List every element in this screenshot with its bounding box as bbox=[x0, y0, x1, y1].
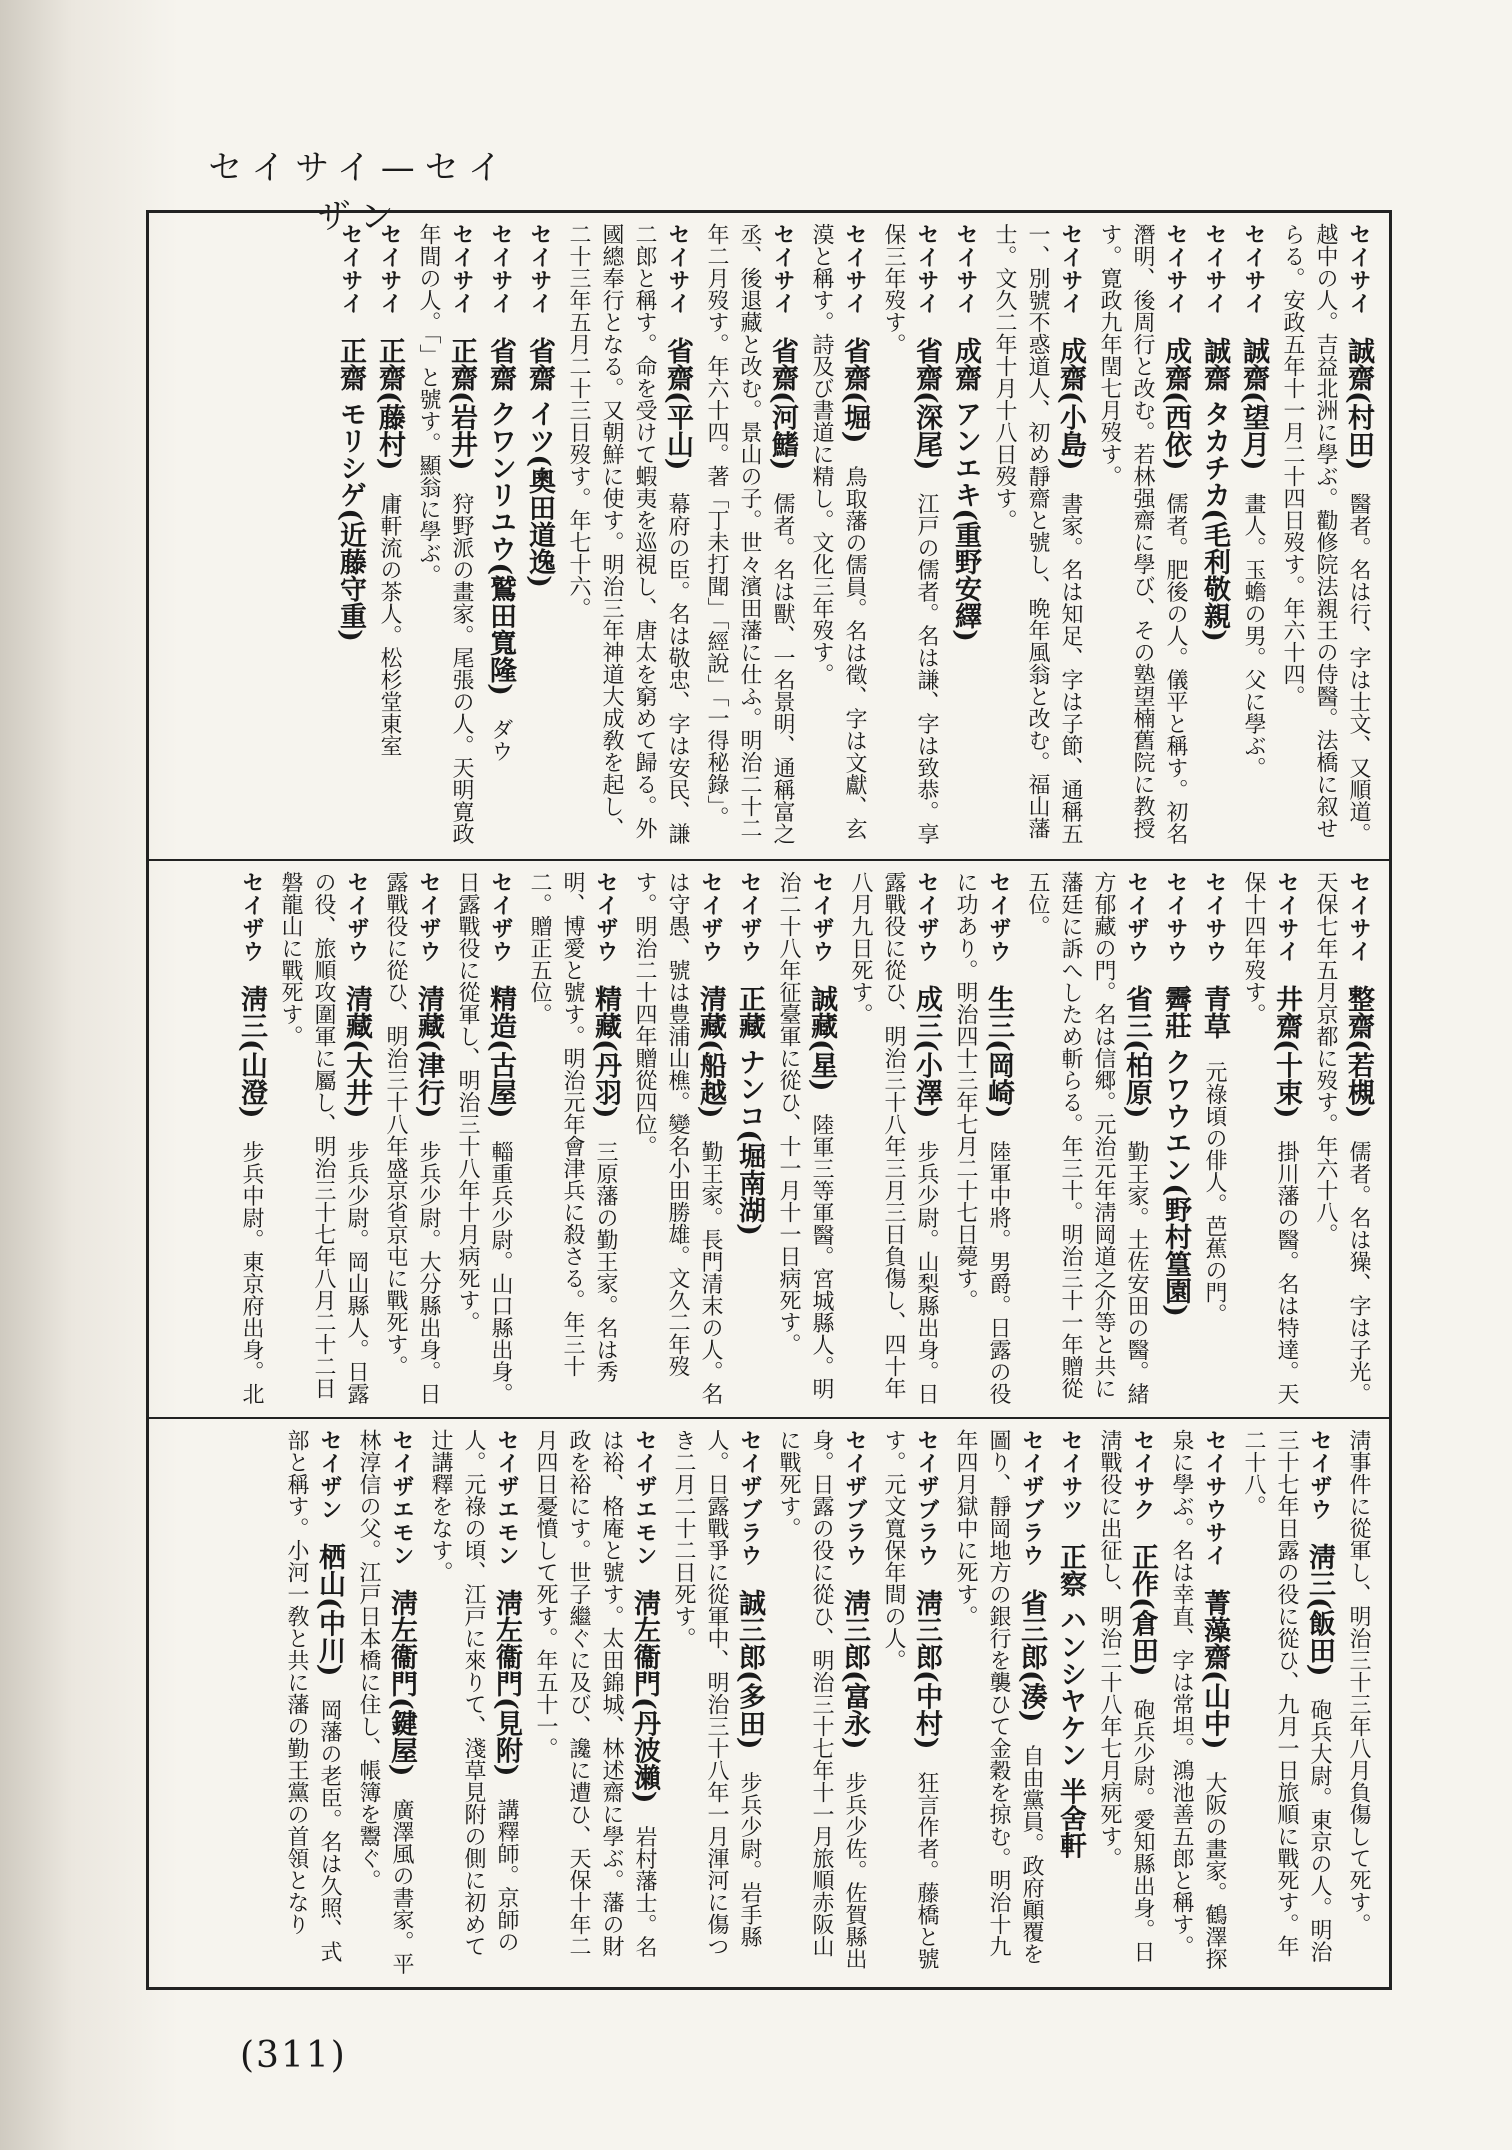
entry-body: 砲兵大尉。東京の人。明治三十七年日露の役に從ひ、九月一日旅順に戰死す。年二十八。 bbox=[1241, 1429, 1332, 1963]
dictionary-entry bbox=[805, 223, 871, 849]
entry-title: 省三郎(湊) bbox=[1016, 1589, 1047, 1723]
entry-title: 整齋(若槻) bbox=[1343, 985, 1374, 1119]
dictionary-entry bbox=[562, 223, 694, 849]
text-frame bbox=[146, 210, 1392, 1990]
dictionary-entry bbox=[523, 871, 622, 1407]
entry-title: 井齋(十束) bbox=[1271, 985, 1302, 1119]
dictionary-entry bbox=[484, 223, 517, 849]
entry-body: 鳥取藩の儒員。名は徵、字は文獻、玄漠と稱す。詩及び書道に精し。文化三年歿す。 bbox=[809, 223, 867, 840]
entry-reading: セイザウ bbox=[737, 871, 762, 963]
entry-reading: セイサイ bbox=[449, 223, 474, 315]
entry-reading: セイザウ bbox=[239, 871, 264, 963]
entry-title: 正藏 ナンコ(堀南湖) bbox=[734, 985, 765, 1236]
dictionary-entry bbox=[412, 223, 478, 849]
dictionary-entry bbox=[334, 223, 367, 849]
dictionary-entry bbox=[523, 223, 556, 849]
entry-reading: セイザウ bbox=[1307, 1429, 1332, 1521]
entry-reading: セイサウ bbox=[1202, 871, 1227, 963]
entry-title: 精藏(丹羽) bbox=[590, 985, 621, 1119]
entry-reading: セイザブラウ bbox=[1019, 1429, 1044, 1567]
entry-title: 菁藻齋(山中) bbox=[1199, 1589, 1230, 1750]
entry-reading: セイザウ bbox=[488, 871, 513, 963]
dictionary-entry bbox=[628, 871, 727, 1407]
entry-reading: セイザウ bbox=[698, 871, 723, 963]
entry-body: 步兵少佐。佐賀縣出身。日露の役に從ひ、明治三十七年十一月旅順赤阪山に戰死す。 bbox=[776, 1429, 867, 1970]
entry-reading: セイサイ bbox=[1346, 871, 1371, 963]
dictionary-entry bbox=[1093, 1429, 1159, 1977]
entry-body: 陸軍中將。男爵。日露の役に功あり。明治四十三年七月二十七日薨す。 bbox=[953, 871, 1011, 1405]
entry-body: ダウ bbox=[488, 717, 513, 762]
entry-body: 元祿頃の俳人。芭蕉の門。 bbox=[1202, 1061, 1227, 1325]
entry-title: 青草 bbox=[1199, 985, 1230, 1039]
entry-reading: セイサウ bbox=[1163, 871, 1188, 963]
entry-title: 誠齋(村田) bbox=[1343, 337, 1374, 471]
entry-reading: セイサイ bbox=[1241, 223, 1266, 315]
entry-title: 成齋(小島) bbox=[1055, 337, 1086, 471]
dictionary-entry bbox=[424, 1429, 523, 1977]
entry-reading: セイサイ bbox=[488, 223, 513, 315]
entry-body: 步兵中尉。東京府出身。北 bbox=[239, 1140, 264, 1405]
entry-title: 省齋(堀) bbox=[839, 337, 870, 444]
entry-reading: セイザウ bbox=[344, 871, 369, 963]
entry-body: 陸軍三等軍醫。宮城縣人。明治二十八年征臺軍に從ひ、十一月十一日病死す。 bbox=[776, 871, 834, 1400]
entry-body: 步兵少尉。岩手縣人。日露戰爭に從軍中、明治三十八年一月渾河に傷つき二月二十二日死す。 bbox=[671, 1429, 762, 1957]
entry-reading: セイザエモン bbox=[494, 1429, 519, 1567]
entry-title: 省三(柏原) bbox=[1121, 985, 1152, 1119]
entry-reading: セイサイ bbox=[770, 223, 795, 315]
entry-body: 砲兵少尉。愛知縣出身。日淸戰役に出征し、明治二十八年七月病死す。 bbox=[1097, 1429, 1155, 1963]
dictionary-entry bbox=[1237, 871, 1303, 1407]
dictionary-entry bbox=[379, 871, 445, 1407]
entry-title: 生三(岡崎) bbox=[983, 985, 1014, 1119]
entry-body: 步兵少尉。大分縣出身。日露戰役に從ひ、明治三十八年盛京省京屯に戰死す。 bbox=[383, 871, 441, 1405]
dictionary-entry bbox=[280, 1429, 346, 1977]
entry-reading: セイザウ bbox=[416, 871, 441, 963]
entry-reading: セイザウ bbox=[1124, 871, 1149, 963]
entry-body: 輜重兵少尉。山口縣出身。日露戰役に從軍し、明治三十八年十月病死す。 bbox=[455, 871, 513, 1405]
entry-title: 淸三郎(中村) bbox=[911, 1589, 942, 1750]
entry-reading: セイサイ bbox=[1346, 223, 1371, 315]
entry-reading: セイサウサイ bbox=[1202, 1429, 1227, 1567]
entry-title: 誠藏(星) bbox=[806, 985, 837, 1092]
entry-body: 幕府の臣。名は敬忠、字は安民、謙二郎と稱す。命を受けて蝦夷を巡視し、唐太を窮めて歸る。外國總奉行となる。又朝鮮に使す。明治三年神道大成敎を起し、二十三年五月二十三日歿す。年七十六。 bbox=[566, 223, 690, 845]
entry-title: 正作(倉田) bbox=[1127, 1543, 1158, 1677]
entry-body: 廣澤風の書家。平林淳信の父。江戸日本橋に住し、帳簿を鬻ぐ。 bbox=[356, 1429, 414, 1975]
entry-reading: セイサイ bbox=[1202, 223, 1227, 315]
entry-reading: セイザン bbox=[317, 1429, 342, 1521]
entry-body: 三原藩の勤王家。名は秀明、博愛と號す。明治元年會津兵に殺さる。年三十二。贈正五位。 bbox=[527, 871, 618, 1383]
entry-body: 勤王家。長門清末の人。名は守愚、號は豊浦山樵。變名小田勝雄。文久二年歿す。明治二十四年贈從四位。 bbox=[632, 871, 723, 1405]
entry-body: 醫者。名は行、字は士文、又順道。越中の人。吉益北洲に學ぶ。勸修院法親王の侍醫。法橋に叙せらる。安政五年十一月二十四日歿す。年六十四。 bbox=[1280, 223, 1371, 845]
dictionary-entry bbox=[949, 1429, 1048, 1977]
entry-body: 講釋師。京師の人。元祿の頃、江戸に來りて、淺草見附の側に初めて辻講釋をなす。 bbox=[428, 1429, 519, 1957]
entry-title: 淸三(飯田) bbox=[1304, 1543, 1335, 1677]
entry-reading: セイサイ bbox=[665, 223, 690, 315]
running-header: セイサイ—セイザン bbox=[208, 148, 512, 237]
entry-title: 省齋(深尾) bbox=[911, 337, 942, 471]
entry-reading: セイサイ bbox=[338, 223, 363, 315]
entry-reading: セイザエモン bbox=[389, 1429, 414, 1567]
entry-body: 儒者。肥後の人。儀平と稱す。初名潛明、後周行と改む。若林强齋に學び、その塾望楠舊院に教授す。寛政九年閏七月歿す。 bbox=[1097, 223, 1188, 845]
entry-body: 掛川藩の醫。名は特達。天保十四年歿す。 bbox=[1241, 871, 1299, 1405]
dictionary-entry bbox=[1276, 223, 1375, 849]
entry-title: 霽莊 クワウエン(野村篁園) bbox=[1160, 985, 1191, 1317]
entry-reading: セイザエモン bbox=[632, 1429, 657, 1567]
entry-title: 成三(小澤) bbox=[911, 985, 942, 1119]
entry-title: 誠齋(望月) bbox=[1238, 337, 1269, 471]
dictionary-entry bbox=[1342, 1429, 1375, 1977]
dictionary-entry bbox=[1309, 871, 1375, 1407]
entry-body: 淸事件に從軍し、明治三十三年八月負傷して死す。 bbox=[1346, 1429, 1371, 1935]
entry-reading: セイザブラウ bbox=[842, 1429, 867, 1567]
dictionary-entry bbox=[1093, 223, 1192, 849]
tier-1 bbox=[149, 213, 1389, 861]
entry-reading: セイザブラウ bbox=[737, 1429, 762, 1567]
entry-body: 書家。名は知足、字は子節、通稱五一、別號不惑道人、初め靜齋と號し、晩年風翁と改む。福山藩士。文久二年十月十八日歿す。 bbox=[992, 223, 1083, 845]
entry-title: 淸左衞門(見附) bbox=[491, 1589, 522, 1777]
dictionary-entry bbox=[733, 871, 766, 1407]
dictionary-entry bbox=[529, 1429, 661, 1977]
entry-title: 正齋(岩井) bbox=[446, 337, 477, 471]
entry-title: 精造(古屋) bbox=[485, 985, 516, 1119]
dictionary-entry bbox=[772, 871, 838, 1407]
tier-2 bbox=[149, 861, 1389, 1419]
page-number: (311) bbox=[240, 2035, 347, 2076]
dictionary-entry bbox=[274, 871, 373, 1407]
entry-title: 成齋 アンエキ(重野安繹) bbox=[950, 337, 981, 642]
entry-title: 清藏(津行) bbox=[413, 985, 444, 1119]
entry-body: 庸軒流の茶人。松杉堂東室 bbox=[377, 492, 402, 757]
dictionary-entry bbox=[373, 223, 406, 849]
entry-reading: セイサイ bbox=[953, 223, 978, 315]
entry-reading: セイザウ bbox=[986, 871, 1011, 963]
entry-body: 儒者。名は𤢖、字は子光。天保七年五月京都に歿す。年六十八。 bbox=[1313, 871, 1371, 1405]
dictionary-entry bbox=[235, 871, 268, 1407]
dictionary-entry bbox=[988, 223, 1087, 849]
dictionary-entry bbox=[667, 1429, 766, 1977]
dictionary-entry bbox=[700, 223, 799, 849]
entry-title: 省齋(平山) bbox=[662, 337, 693, 471]
entry-title: 淸三郎(富永) bbox=[839, 1589, 870, 1750]
entry-reading: セイザウ bbox=[593, 871, 618, 963]
dictionary-entry bbox=[772, 1429, 871, 1977]
entry-title: 清藏(船越) bbox=[695, 985, 726, 1119]
entry-reading: セイサツ bbox=[1058, 1429, 1083, 1521]
entry-body: 儒者。名は獸、一名景明、通稱富之丞、後退藏と改む。景山の子。世々濱田藩に仕ふ。明治二十二年二月歿す。年六十四。著「丁未打聞」「經說」「一得秘錄」。 bbox=[704, 223, 795, 845]
entry-reading: セイサイ bbox=[1274, 871, 1299, 963]
entry-body: 自由黨員。政府顚覆を圖り、靜岡地方の銀行を襲ひて金穀を掠む。明治十九年四月獄中に死す。 bbox=[953, 1429, 1044, 1965]
entry-title: 淸左衞門(丹波瀨) bbox=[629, 1589, 660, 1804]
entry-reading: セイザウ bbox=[809, 871, 834, 963]
entry-reading: セイサイ bbox=[527, 223, 552, 315]
dictionary-entry bbox=[451, 871, 517, 1407]
entry-body: 狩野派の畫家。尾張の人。天明寛政年間の人。「」と號す。顯翁に學ぶ。 bbox=[416, 223, 474, 845]
entry-body: 狂言作者。藤橋と號す。元文寬保年間の人。 bbox=[881, 1429, 939, 1970]
entry-reading: セイサイ bbox=[914, 223, 939, 315]
entry-title: 誠三郎(多田) bbox=[734, 1589, 765, 1750]
dictionary-entry bbox=[1237, 1429, 1336, 1977]
entry-reading: セイサイ bbox=[1163, 223, 1188, 315]
dictionary-entry bbox=[1021, 871, 1153, 1407]
tier-3 bbox=[149, 1419, 1389, 1987]
entry-title: 誠齋 タカチカ(毛利敬親) bbox=[1199, 337, 1230, 642]
dictionary-entry bbox=[1054, 1429, 1087, 1977]
entry-title: 清藏(大井) bbox=[341, 985, 372, 1119]
entry-body: 步兵少尉。岡山縣人。日露の役、旅順攻圍軍に屬し、明治三十七年八月二十二日磐龍山に戰死す。 bbox=[278, 871, 369, 1405]
entry-title: 淸三(山澄) bbox=[236, 985, 267, 1119]
entry-body: 岡藩の老臣。名は久照、式部と稱す。小河一敎と共に藩の勤王黨の首領となり bbox=[284, 1429, 342, 1963]
entry-body: 岩村藩士。名は裕、格庵と號す。太田錦城、林述齋に學ぶ。藩の財政を裕にす。世子繼ぐに及び、讒に遭ひ、天保十年二月四日憂憤して死す。年五十一。 bbox=[533, 1429, 657, 1958]
dictionary-entry bbox=[844, 871, 943, 1407]
entry-title: 省齋 クワンリユウ(鷲田寬隆) bbox=[485, 337, 516, 696]
entry-reading: セイサイ bbox=[842, 223, 867, 315]
entry-title: 栖山(中川) bbox=[314, 1543, 345, 1677]
entry-title: 省齋(河鰭) bbox=[767, 337, 798, 471]
entry-body: 大阪の畫家。鶴澤探泉に學ぶ。名は幸直、字は常坦。鴻池善五郎と稱す。 bbox=[1169, 1429, 1227, 1970]
dictionary-entry bbox=[949, 223, 982, 849]
dictionary-entry bbox=[877, 1429, 943, 1977]
entry-body: 畫人。玉蟾の男。父に學ぶ。 bbox=[1241, 492, 1266, 779]
dictionary-entry bbox=[949, 871, 1015, 1407]
entry-reading: セイザブラウ bbox=[914, 1429, 939, 1567]
dictionary-entry bbox=[1198, 223, 1231, 849]
entry-title: 淸左衞門(鍵屋) bbox=[386, 1589, 417, 1777]
entry-title: 正齋 モリシゲ(近藤守重) bbox=[335, 337, 366, 642]
entry-body: 江戸の儒者。名は謙、字は致恭。享保三年歿す。 bbox=[881, 223, 939, 845]
entry-title: 正察 ハンシヤケン 半舍軒 bbox=[1055, 1543, 1086, 1859]
entry-reading: セイサイ bbox=[377, 223, 402, 315]
dictionary-entry bbox=[1159, 871, 1192, 1407]
dictionary-entry bbox=[1165, 1429, 1231, 1977]
entry-title: 省齋 イツ(奧田道逸) bbox=[524, 337, 555, 588]
dictionary-entry bbox=[877, 223, 943, 849]
entry-reading: セイサク bbox=[1130, 1429, 1155, 1521]
dictionary-entry bbox=[352, 1429, 418, 1977]
entry-title: 正齋(藤村) bbox=[374, 337, 405, 471]
entry-reading: セイサイ bbox=[1058, 223, 1083, 315]
entry-body: 步兵少尉。山梨縣出身。日露戰役に從ひ、明治三十八年三月三日負傷し、四十年八月九日死す。 bbox=[848, 871, 939, 1405]
dictionary-entry bbox=[1198, 871, 1231, 1407]
entry-body: 勤王家。土佐安田の醫。緒方郁藏の門。名は信郷。元治元年淸岡道之介等と共に藩廷に訴へしため斬らる。年三十。明治三十一年贈從五位。 bbox=[1025, 871, 1149, 1405]
dictionary-entry bbox=[1237, 223, 1270, 849]
entry-reading: セイザウ bbox=[914, 871, 939, 963]
entry-title: 成齋(西依) bbox=[1160, 337, 1191, 471]
